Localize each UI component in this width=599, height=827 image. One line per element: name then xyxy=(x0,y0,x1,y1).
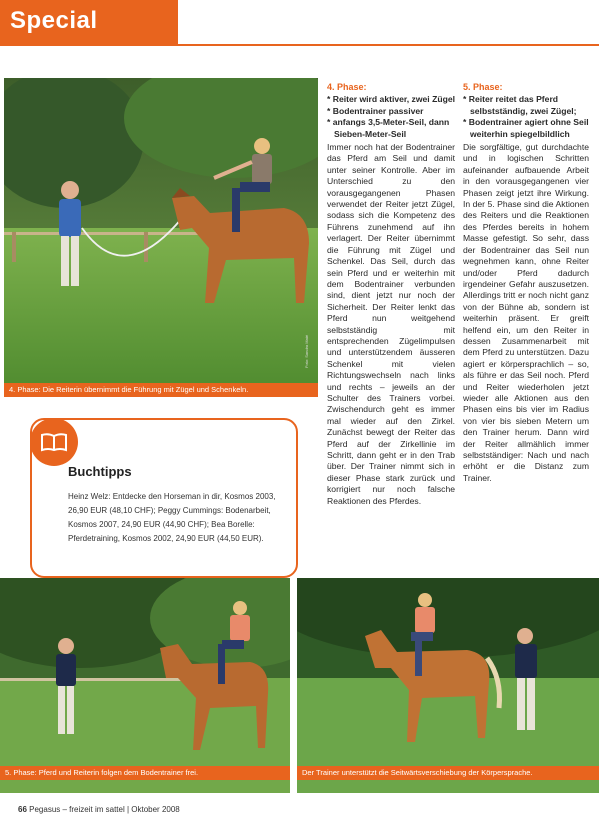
phase5-body: Die sorgfältige, gut durchdachte und in logischen Schritten aufeinander aufbauende Arbeit in den vorausgegangenen vier Phasen zeigt jetzt ihre Wirkung. In der 5. Phase sind die Aktionen des Reiters und die Reaktionen des Pferdes bereits in hohem Masse gefestigt. So sehr, dass der Bodentrainer das Seil nun wegnehmen kann, ohne Reiter und/oder Pferd dadurch irgendeiner Gefahr auszusetzen. Allerdings tritt er noch nicht ganz von der Bühne ab, sondern ist weiterhin präsent. Er greift helfend ein, um den Reiter in dessen Zusammenarbeit mit dem Pferd zu unterstützen. Dazu agiert er körpersprachlich – so, als führe er das Seil noch. Pferd und Reiter wiederholen jetzt wieder alle Aktionen aus den Phasen eins bis vier im Radius von vier bis sieben Metern um den Trainer herum. Dann wird der Reiter allmählich immer selbstständiger: Nach und nach erhöht er die Distanz zum Trainer. xyxy=(463,142,589,483)
phase4-bullet: * Bodentrainer passiver xyxy=(327,106,455,117)
header-rule xyxy=(178,44,599,46)
column-phase5 xyxy=(463,82,589,484)
book-icon xyxy=(30,418,78,466)
page-number: 66 xyxy=(18,805,27,814)
phase5-bullet: * Bodentrainer agiert ohne Seil weiterhin spiegelbildlich xyxy=(463,117,589,140)
phase4-bullets xyxy=(327,94,455,140)
book-tips-text: Heinz Welz: Entdecke den Horseman in dir, Kosmos 2003, 26,90 EUR (48,10 CHF); Peggy Cummings: Bodenarbeit, Kosmos 2007, 24,90 EUR (44,90 CHF); Bea Borelle: Pferdetraining, Kosmos 2002, 24,90 EUR (44,50 EUR). xyxy=(68,492,276,543)
phase5-bullets xyxy=(463,94,589,140)
phase5-title: 5. Phase: xyxy=(463,82,503,92)
section-title: Special xyxy=(10,7,98,34)
phase4-bullet: * anfangs 3,5-Meter-Seil, dann Sieben-Meter-Seil xyxy=(327,117,455,140)
footer-text: Pegasus – freizeit im sattel | Oktober 2008 xyxy=(29,805,180,814)
photo-phase5 xyxy=(0,578,290,793)
caption-top: 4. Phase: Die Reiterin übernimmt die Führung mit Zügel und Schenkeln. xyxy=(4,383,318,397)
footer xyxy=(18,805,180,814)
caption-bottom-left: 5. Phase: Pferd und Reiterin folgen dem Bodentrainer frei. xyxy=(0,766,290,780)
phase4-title: 4. Phase: xyxy=(327,82,367,92)
caption-bottom-right: Der Trainer unterstützt die Seitwärtsverschiebung der Körpersprache. xyxy=(297,766,599,780)
phase4-body: Immer noch hat der Bodentrainer das Pferd am Seil und damit unter seiner Kontrolle. Aber im Unterschied zu den vorausgegangenen Phasen verwendet der Reiter jetzt Zügel, sodass sich die Kompetenz des Führens zunehmend auf ihn verlagert. Der Reiter übernimmt die Führung mit Zügel und Schenkel. Das Seil, durch das sein Pferd und er weiterhin mit dem Bodentrainer verbunden sind, dient jetzt nur noch der Sicherheit. Der Reiter lenkt das Pferd nun weitgehend selbstständig mit entsprechenden Zügelimpulsen und unterstützendem äusseren Schenkel mit vielen Richtungswechseln nach links und rechts – jeweils an der Schulter des Trainers vorbei. Zwischendurch geht es immer mal wieder auf den Zirkel. Zunächst bewegt der Reiter das Pferd auf der Zirkellinie im Schritt, dann geht er in den Trab über. Der Trainer nimmt sich in dieser Phase stark zurück und korrigiert nur noch falsche Reaktionen des Pferdes. xyxy=(327,142,455,506)
phase5-bullet: * Reiter reitet das Pferd selbstständig, zwei Zügel; xyxy=(463,94,589,117)
photo-credit-top: Foto: Sandra Maté xyxy=(304,334,309,368)
photo-trainer-support xyxy=(297,578,599,793)
photo-phase4 xyxy=(4,78,318,396)
column-phase4 xyxy=(327,82,455,507)
phase4-bullet: * Reiter wird aktiver, zwei Zügel xyxy=(327,94,455,105)
book-tips-title: Buchtipps xyxy=(68,464,132,479)
